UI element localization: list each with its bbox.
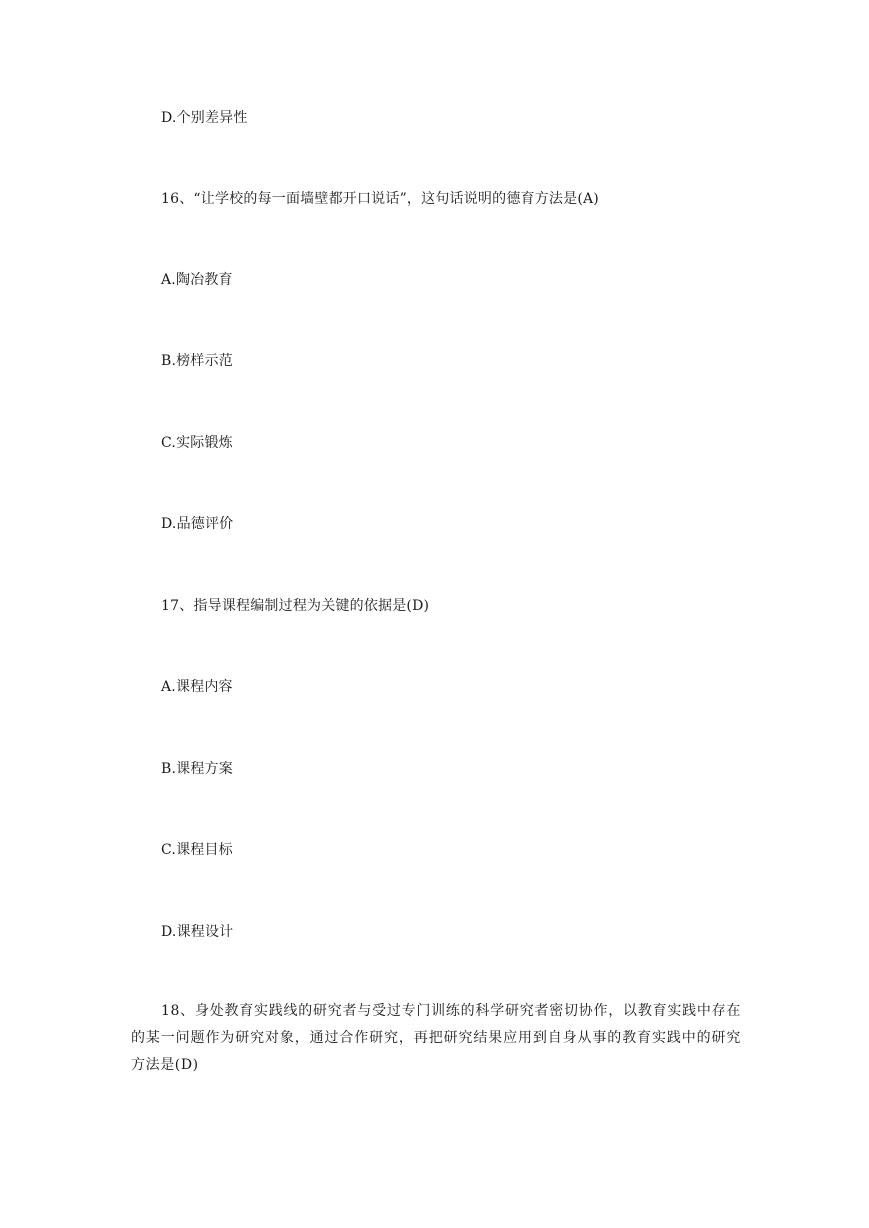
q16-option-d: D.品德评价 [161, 516, 234, 532]
q17-option-b: B.课程方案 [161, 761, 233, 777]
q16-option-b: B.榜样示范 [161, 353, 233, 369]
q17-option-d: D.课程设计 [161, 924, 234, 940]
q16-question-stem: 16、“让学校的每一面墙壁都开口说话”，这句话说明的德育方法是(A) [161, 191, 599, 207]
q17-question-stem: 17、指导课程编制过程为关键的依据是(D) [161, 598, 430, 614]
q15-option-d: D.个别差异性 [161, 110, 248, 126]
q16-option-a: A.陶冶教育 [161, 272, 233, 288]
q18-question-stem: 18、身处教育实践线的研究者与受过专门训练的科学研究者密切协作，以教育实践中存在的某一问题作为研究对象，通过合作研究，再把研究结果应用到自身从事的教育实践中的研究方法是(D) [131, 1003, 741, 1073]
q17-option-a: A.课程内容 [161, 679, 233, 695]
q16-option-c: C.实际锻炼 [161, 435, 233, 451]
q17-option-c: C.课程目标 [161, 842, 233, 858]
